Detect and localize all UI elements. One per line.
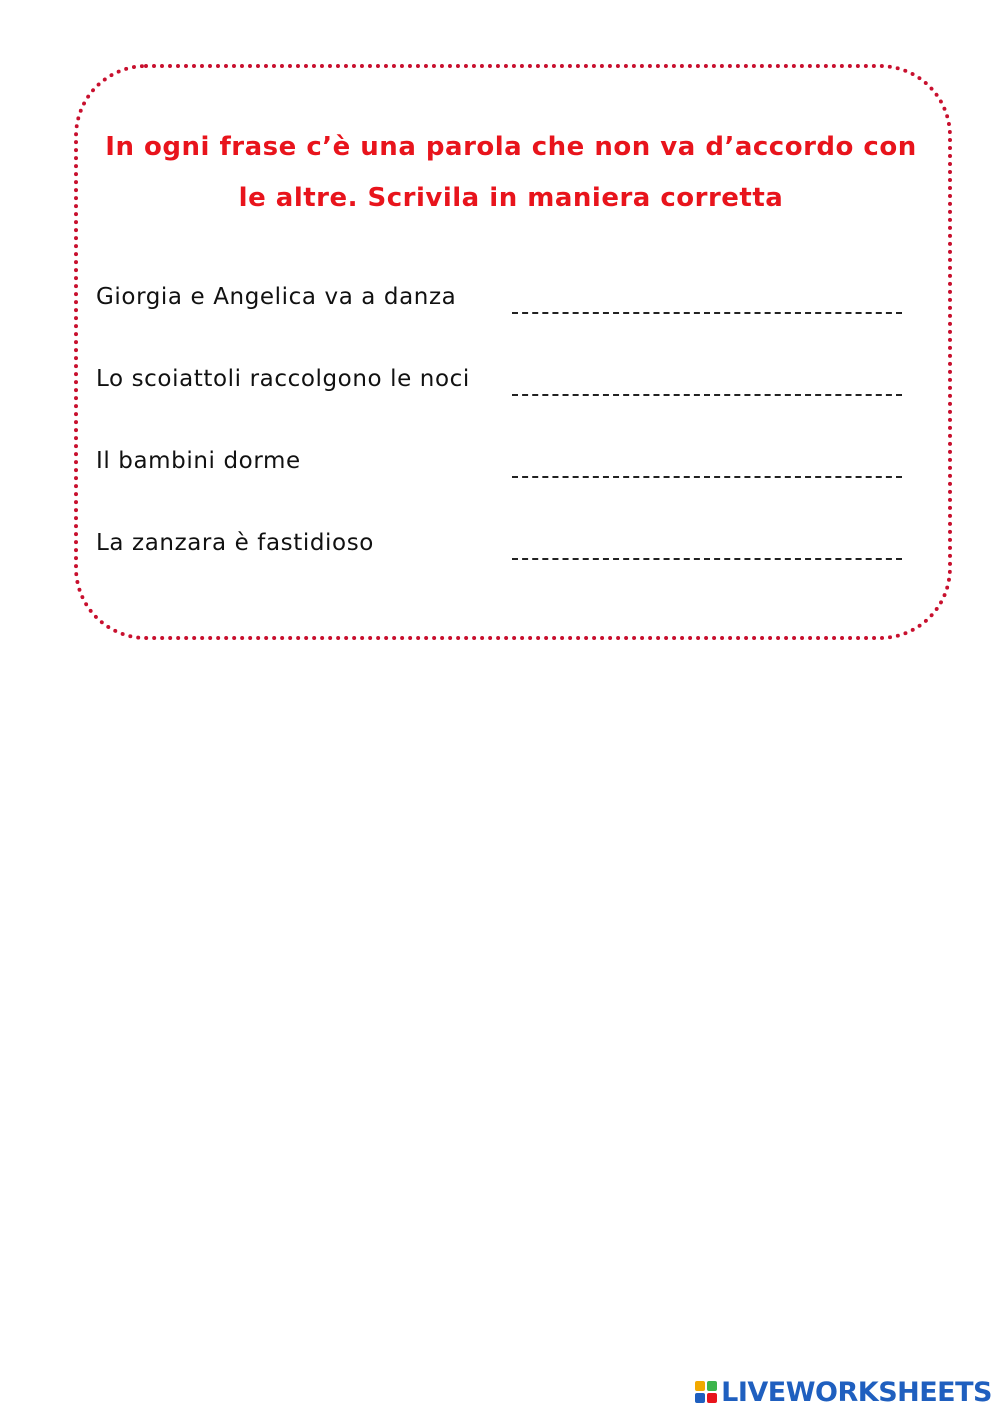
logo-square: [707, 1381, 717, 1391]
exercise-row: [96, 520, 906, 602]
exercise-sentence: Giorgia e Angelica va a danza: [96, 284, 457, 310]
answer-input-2[interactable]: [512, 362, 902, 396]
logo-square: [695, 1393, 705, 1403]
instruction-text: In ogni frase c’è una parola che non va d’accordo con le altre. Scrivila in maniera corretta: [105, 132, 917, 213]
exercise-sentence: Lo scoiattoli raccolgono le noci: [96, 366, 470, 392]
exercise-sentence: La zanzara è fastidioso: [96, 530, 374, 556]
liveworksheets-brand: [695, 1377, 992, 1407]
answer-input-1[interactable]: [512, 280, 902, 314]
exercise-sentence: Il bambini dorme: [96, 448, 301, 474]
liveworksheets-logo-icon: [695, 1381, 717, 1403]
logo-square: [707, 1393, 717, 1403]
logo-square: [695, 1381, 705, 1391]
exercise-row: [96, 356, 906, 438]
exercise-row: [96, 274, 906, 356]
answer-input-3[interactable]: [512, 444, 902, 478]
answer-input-4[interactable]: [512, 526, 902, 560]
exercise-row: [96, 438, 906, 520]
exercise-list: [96, 274, 906, 602]
brand-name: LIVEWORKSHEETS: [721, 1376, 992, 1408]
